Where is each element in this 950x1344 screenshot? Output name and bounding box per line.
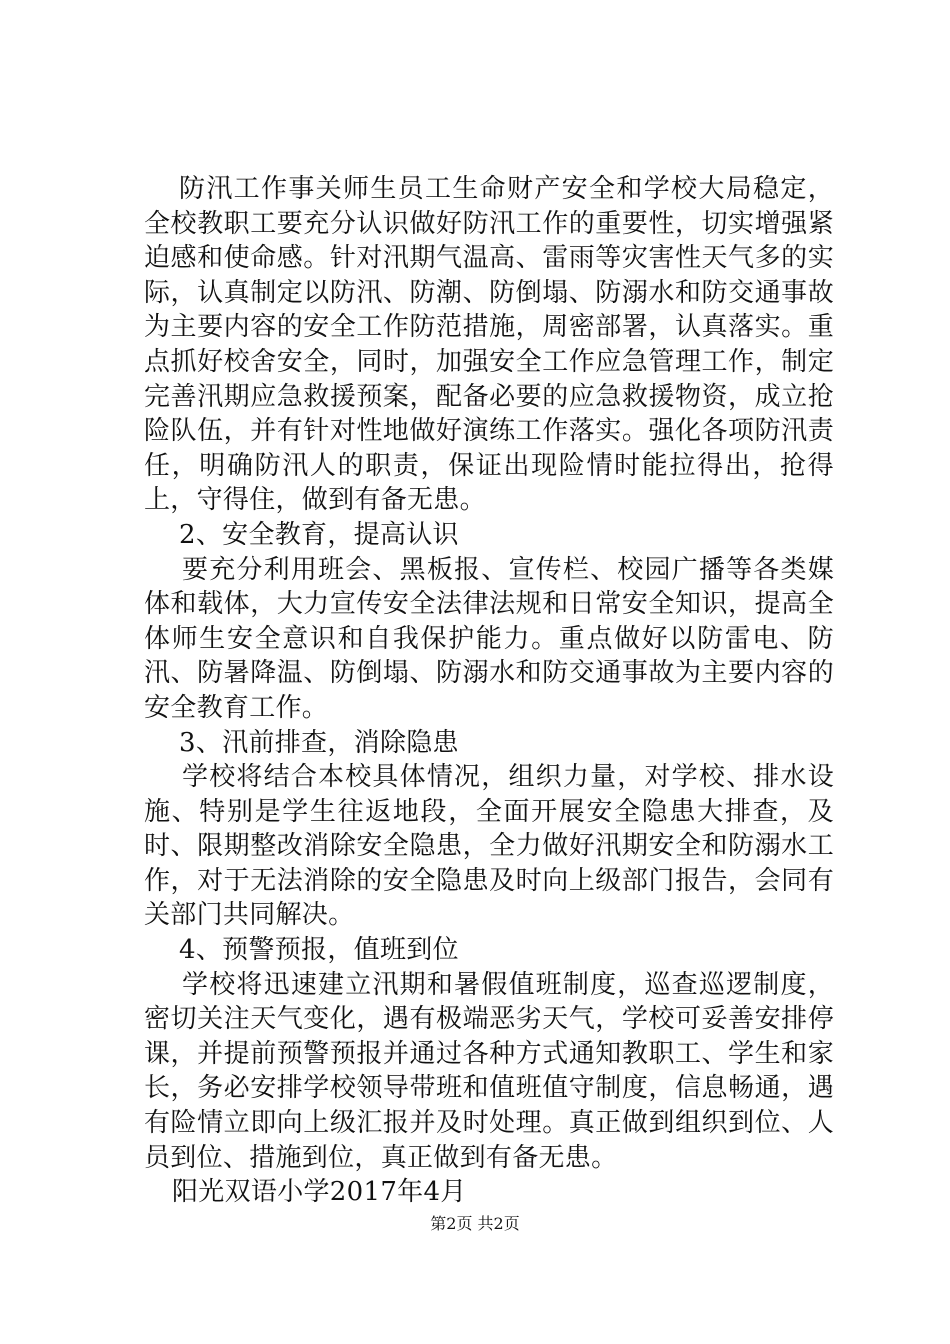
section-heading-safety-education: 2、安全教育，提高认识 [179, 519, 459, 550]
page-footer: 第2页 共2页 [430, 1214, 520, 1233]
section-body-pre-flood-inspection: 学校将结合本校具体情况，组织力量，对学校、排水设施、特别是学生往返地段，全面开展安全隐患大排查，及时、限期整改消除安全隐患，全力做好汛期安全和防溺水工作，对于无法消除的安全隐患及时向上级部门报告，会同有关部门共同解决。 [144, 762, 834, 931]
signature-line: 阳光双语小学2017年4月 [172, 1177, 467, 1208]
document-body [144, 172, 834, 1210]
section-heading-early-warning: 4、预警预报，值班到位 [179, 935, 459, 966]
section-body-safety-education: 要充分利用班会、黑板报、宣传栏、校园广播等各类媒体和载体，大力宣传安全法律法规和日常安全知识，提高全体师生安全意识和自我保护能力。重点做好以防雷电、防汛、防暑降温、防倒塌、防溺水和防交通事故为主要内容的安全教育工作。 [144, 554, 834, 723]
section-body-early-warning: 学校将迅速建立汛期和暑假值班制度，巡查巡逻制度，密切关注天气变化，遇有极端恶劣天气，学校可妥善安排停课，并提前预警预报并通过各种方式通知教职工、学生和家长，务必安排学校领导带班和值班值守制度，信息畅通，遇有险情立即向上级汇报并及时处理。真正做到组织到位、人员到位、措施到位，真正做到有备无患。 [144, 969, 834, 1173]
intro-paragraph: 防汛工作事关师生员工生命财产安全和学校大局稳定，全校教职工要充分认识做好防汛工作的重要性，切实增强紧迫感和使命感。针对汛期气温高、雷雨等灾害性天气多的实际，认真制定以防汛、防潮、防倒塌、防溺水和防交通事故为主要内容的安全工作防范措施，周密部署，认真落实。重点抓好校舍安全，同时，加强安全工作应急管理工作，制定完善汛期应急救援预案，配备必要的应急救援物资，成立抢险队伍，并有针对性地做好演练工作落实。强化各项防汛责任，明确防汛人的职责，保证出现险情时能拉得出，抢得上，守得住，做到有备无患。 [144, 174, 834, 516]
section-heading-pre-flood-inspection: 3、汛前排查，消除隐患 [179, 727, 459, 758]
